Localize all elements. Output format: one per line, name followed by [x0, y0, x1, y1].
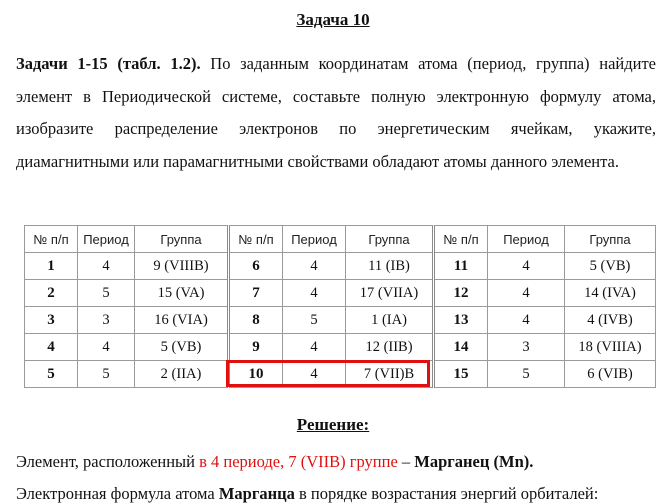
table-cell: 1 (IA): [346, 307, 434, 334]
highlight-box: [226, 360, 430, 387]
table-cell: 11: [434, 253, 488, 280]
table-cell: 4: [488, 280, 565, 307]
table-cell: 1: [25, 253, 78, 280]
table-header: № п/п: [25, 226, 78, 253]
table-cell: 5: [25, 361, 78, 388]
task-title: Задача 10: [296, 10, 370, 29]
solution-line-1-highlight: в 4 периоде, 7 (VIIB) группе: [199, 452, 398, 471]
table-cell: 4: [488, 253, 565, 280]
table-cell: 3: [25, 307, 78, 334]
table-cell: 13: [434, 307, 488, 334]
table-cell: 5: [78, 361, 135, 388]
table-cell: 5 (VB): [135, 334, 229, 361]
table-cell: 12 (IIB): [346, 334, 434, 361]
table-cell: 5: [78, 280, 135, 307]
table-cell: 5 (VB): [565, 253, 656, 280]
table-cell: 3: [488, 334, 565, 361]
table-cell: 5: [488, 361, 565, 388]
table-cell: 16 (VIA): [135, 307, 229, 334]
solution-line-2-element: Марганца: [218, 484, 295, 503]
table-header: Группа: [565, 226, 656, 253]
table-cell: 4 (IVB): [565, 307, 656, 334]
table-cell: 4: [283, 253, 346, 280]
table-header-row: [25, 226, 656, 253]
task-description: [16, 48, 656, 178]
solution-line-1: [16, 452, 533, 472]
table-cell: 4: [488, 307, 565, 334]
table-header: № п/п: [229, 226, 283, 253]
table-cell: 4: [25, 334, 78, 361]
table-cell: 4: [78, 253, 135, 280]
table-row: [25, 280, 656, 307]
table-cell: 8: [229, 307, 283, 334]
solution-line-2-rest: в порядке возрастания энергий орбиталей:: [294, 484, 599, 503]
table-cell: 18 (VIIIA): [565, 334, 656, 361]
table-header: Группа: [135, 226, 229, 253]
table-cell: 15: [434, 361, 488, 388]
table-cell: 6: [229, 253, 283, 280]
task-description-text: По заданным координатам атома (период, группа) найдите элемент в Периодической системе, составьте полную электронную формулу атома, изобразите распределение электронов по энергетическим ячейкам, укажите, диамагнитными или парамагнитными свойствами обладают атомы данного элемента.: [16, 54, 656, 171]
table-cell: 17 (VIIA): [346, 280, 434, 307]
table-cell: 10: [229, 361, 283, 388]
table-cell: 4: [78, 334, 135, 361]
table-header: Группа: [346, 226, 434, 253]
solution-line-1-text: Элемент, расположенный: [16, 452, 200, 471]
table-cell: 9: [229, 334, 283, 361]
table-row: [25, 307, 656, 334]
solution-heading: Решение:: [296, 415, 370, 434]
table-cell: 4: [283, 280, 346, 307]
table-cell: 14: [434, 334, 488, 361]
table-cell: 15 (VA): [135, 280, 229, 307]
solution-line-2: [16, 484, 598, 504]
table-cell: 2 (IIA): [135, 361, 229, 388]
table-cell: 11 (IB): [346, 253, 434, 280]
table-cell: 7: [229, 280, 283, 307]
table-cell: 6 (VIB): [565, 361, 656, 388]
task-description-bold: Задачи 1-15 (табл. 1.2).: [16, 54, 201, 73]
table-header: Период: [488, 226, 565, 253]
table-header: Период: [78, 226, 135, 253]
table-cell: 9 (VIIIB): [135, 253, 229, 280]
solution-line-1-element: Марганец (Mn).: [414, 452, 534, 471]
table-cell: 3: [78, 307, 135, 334]
solution-line-2-text: Электронная формула атома: [16, 484, 219, 503]
table-row: [25, 334, 656, 361]
table-header: № п/п: [434, 226, 488, 253]
table-cell: 14 (IVA): [565, 280, 656, 307]
table-cell: 12: [434, 280, 488, 307]
table-row: [25, 253, 656, 280]
table-cell: 4: [283, 361, 346, 388]
table-cell: 7 (VII)B: [346, 361, 434, 388]
table-cell: 4: [283, 334, 346, 361]
table-cell: 5: [283, 307, 346, 334]
table-header: Период: [283, 226, 346, 253]
table-cell: 2: [25, 280, 78, 307]
solution-line-1-dash: –: [397, 452, 415, 471]
